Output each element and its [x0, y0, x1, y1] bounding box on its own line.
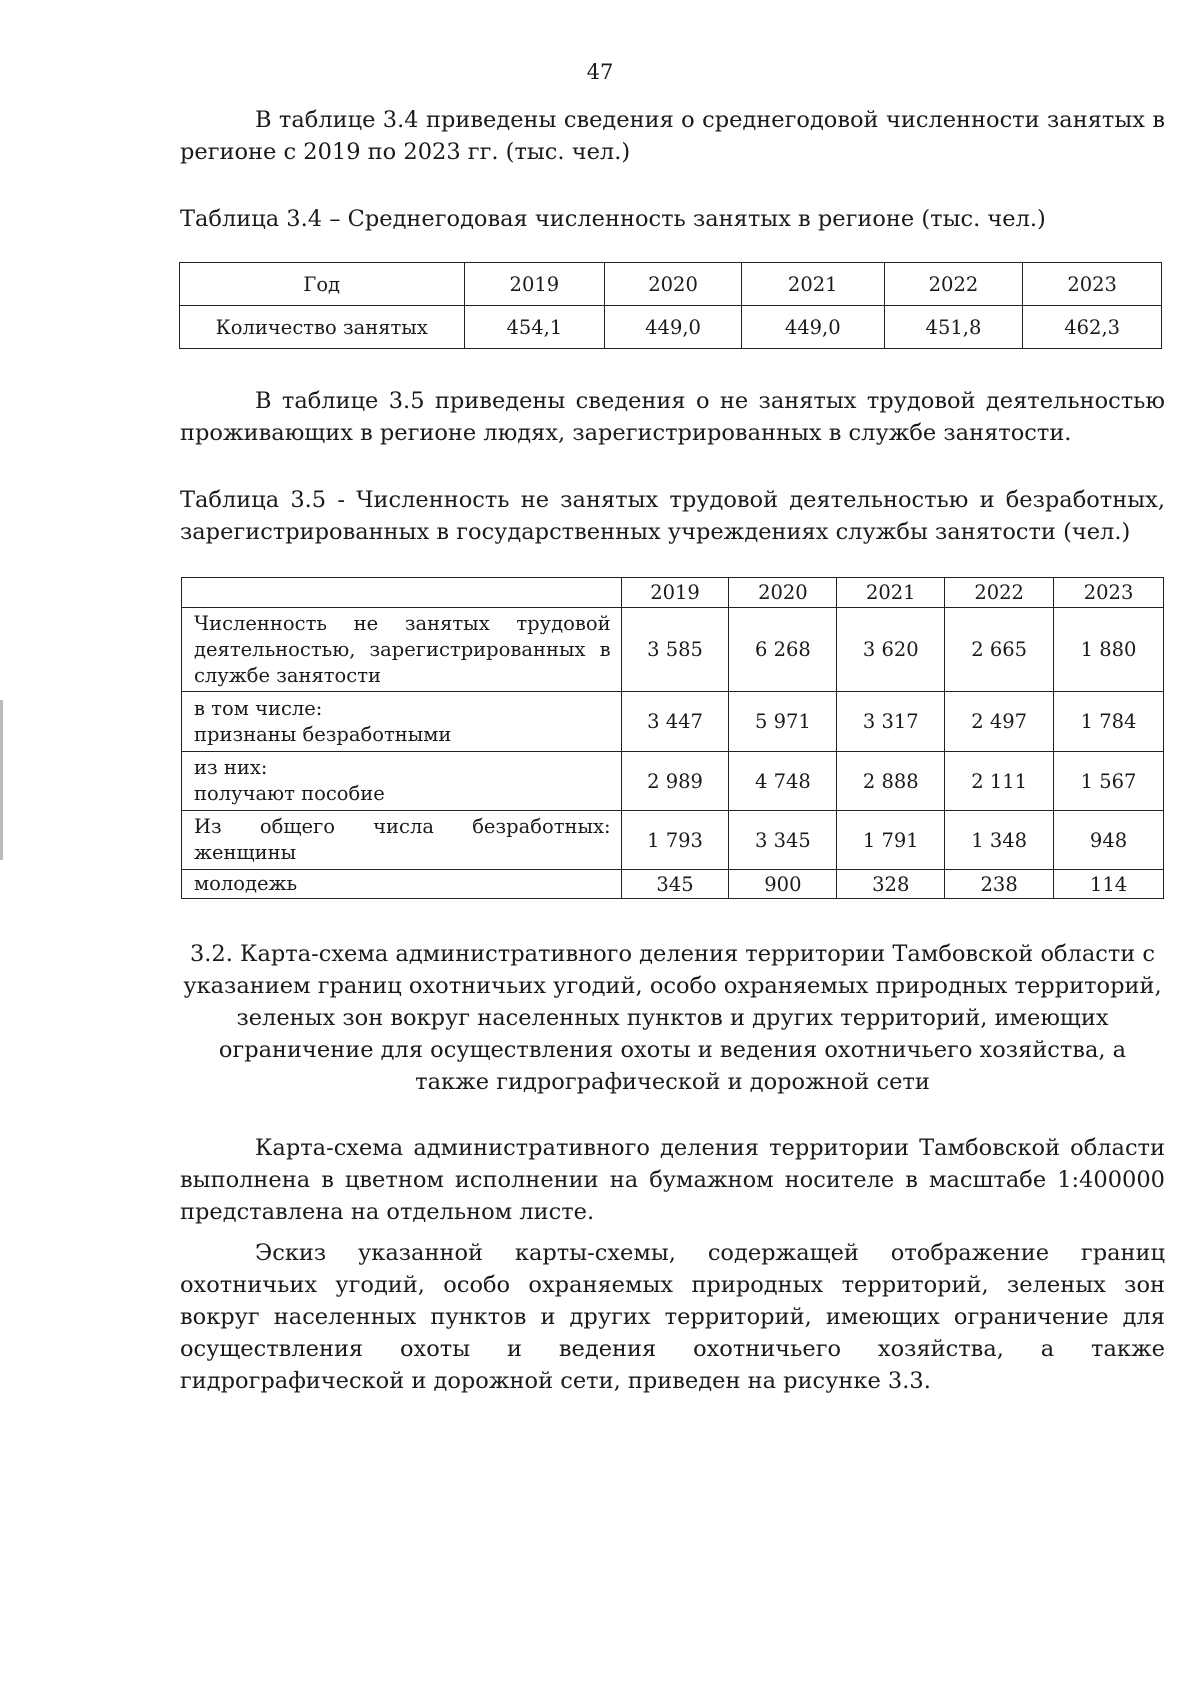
row-label-cell [182, 608, 622, 692]
row-label-line: женщины [194, 841, 297, 864]
value-cell: 4 748 [729, 752, 837, 811]
year-header-cell: 2022 [884, 263, 1023, 306]
table-row [182, 752, 1164, 811]
table-header-cell: Год [180, 263, 465, 306]
table-3-4 [179, 262, 1162, 349]
value-cell: 1 793 [621, 811, 729, 870]
row-label-cell [182, 692, 622, 752]
value-cell: 2 888 [837, 752, 945, 811]
year-header-cell: 2020 [605, 263, 742, 306]
year-header-cell: 2022 [945, 578, 1054, 608]
map-paragraph-2: Эскиз указанной карты-схемы, содержащей отображение границ охотничьих угодий, особо охраняемых природных территорий, зеленых зон вокруг населенных пунктов и других территорий, имеющих ограничение для осуществления охоты и ведения охотничьего хозяйства, а также гидрографической и дорожной сети, приведен на рисунке 3.3. [180, 1240, 1165, 1394]
table-row [182, 870, 1164, 899]
value-cell: 449,0 [605, 306, 742, 349]
year-header-cell: 2023 [1023, 263, 1162, 306]
year-header-cell: 2019 [464, 263, 605, 306]
value-cell: 449,0 [741, 306, 884, 349]
value-cell: 2 497 [945, 692, 1054, 752]
year-header-cell: 2023 [1054, 578, 1164, 608]
value-cell: 5 971 [729, 692, 837, 752]
page-number: 47 [586, 60, 614, 84]
row-label-line: признаны безработными [194, 722, 452, 746]
table-row [182, 608, 1164, 692]
row-label-line: из них: [194, 756, 268, 779]
value-cell: 451,8 [884, 306, 1023, 349]
value-cell: 1 880 [1054, 608, 1164, 692]
value-cell: 948 [1054, 811, 1164, 870]
table-3-5 [181, 577, 1164, 899]
empty-header-cell [182, 578, 622, 608]
value-cell: 3 620 [837, 608, 945, 692]
year-header-cell: 2021 [837, 578, 945, 608]
row-label-line: Численность не занятых трудовой [194, 611, 611, 635]
row-label-line: молодежь [194, 872, 298, 895]
table-row [182, 578, 1164, 608]
value-cell: 2 989 [621, 752, 729, 811]
section-heading-3-2: 3.2. Карта-схема административного деления территории Тамбовской области с указанием границ охотничьих угодий, особо охраняемых природных территорий, зеленых зон вокруг населенных пунктов и других территорий, имеющих ограничение для осуществления охоты и ведения охотничьего хозяйства, а также гидрографической и дорожной сети [183, 941, 1162, 1095]
value-cell: 3 345 [729, 811, 837, 870]
value-cell: 454,1 [464, 306, 605, 349]
value-cell: 3 447 [621, 692, 729, 752]
row-label-cell: Количество занятых [180, 306, 465, 349]
value-cell: 1 348 [945, 811, 1054, 870]
year-header-cell: 2019 [621, 578, 729, 608]
value-cell: 1 791 [837, 811, 945, 870]
table-row [182, 692, 1164, 752]
value-cell: 6 268 [729, 608, 837, 692]
value-cell: 1 784 [1054, 692, 1164, 752]
table-3-4-caption: Таблица 3.4 – Среднегодовая численность занятых в регионе (тыс. чел.) [180, 206, 1046, 232]
year-header-cell: 2020 [729, 578, 837, 608]
row-label-line: службе занятости [194, 663, 381, 687]
value-cell: 2 665 [945, 608, 1054, 692]
value-cell: 2 111 [945, 752, 1054, 811]
intro-paragraph-table-3-4: В таблице 3.4 приведены сведения о среднегодовой численности занятых в регионе с 2019 по 2023 гг. (тыс. чел.) [180, 107, 1165, 165]
value-cell: 1 567 [1054, 752, 1164, 811]
value-cell: 900 [729, 870, 837, 899]
map-paragraph-1: Карта-схема административного деления территории Тамбовской области выполнена в цветном исполнении на бумажном носителе в масштабе 1:400000 представлена на отдельном листе. [180, 1135, 1165, 1225]
scan-edge-mark [0, 700, 3, 860]
value-cell: 238 [945, 870, 1054, 899]
value-cell: 462,3 [1023, 306, 1162, 349]
row-label-line: деятельностью, зарегистрированных в [194, 637, 611, 661]
table-3-5-caption: Таблица 3.5 - Численность не занятых трудовой деятельностью и безработных, зарегистрированных в государственных учреждениях службы занятости (чел.) [180, 487, 1165, 545]
value-cell: 3 585 [621, 608, 729, 692]
table-row [182, 811, 1164, 870]
intro-paragraph-table-3-5: В таблице 3.5 приведены сведения о не занятых трудовой деятельностью проживающих в регионе людях, зарегистрированных в службе занятости. [180, 388, 1165, 446]
value-cell: 3 317 [837, 692, 945, 752]
year-header-cell: 2021 [741, 263, 884, 306]
value-cell: 114 [1054, 870, 1164, 899]
row-label-line: получают пособие [194, 782, 385, 805]
table-row [180, 306, 1162, 349]
row-label-line: Из общего числа безработных: [194, 815, 611, 838]
row-label-line: в том числе: [194, 696, 323, 720]
row-label-cell [182, 811, 622, 870]
value-cell: 328 [837, 870, 945, 899]
row-label-cell [182, 752, 622, 811]
table-row [180, 263, 1162, 306]
row-label-cell [182, 870, 622, 899]
value-cell: 345 [621, 870, 729, 899]
